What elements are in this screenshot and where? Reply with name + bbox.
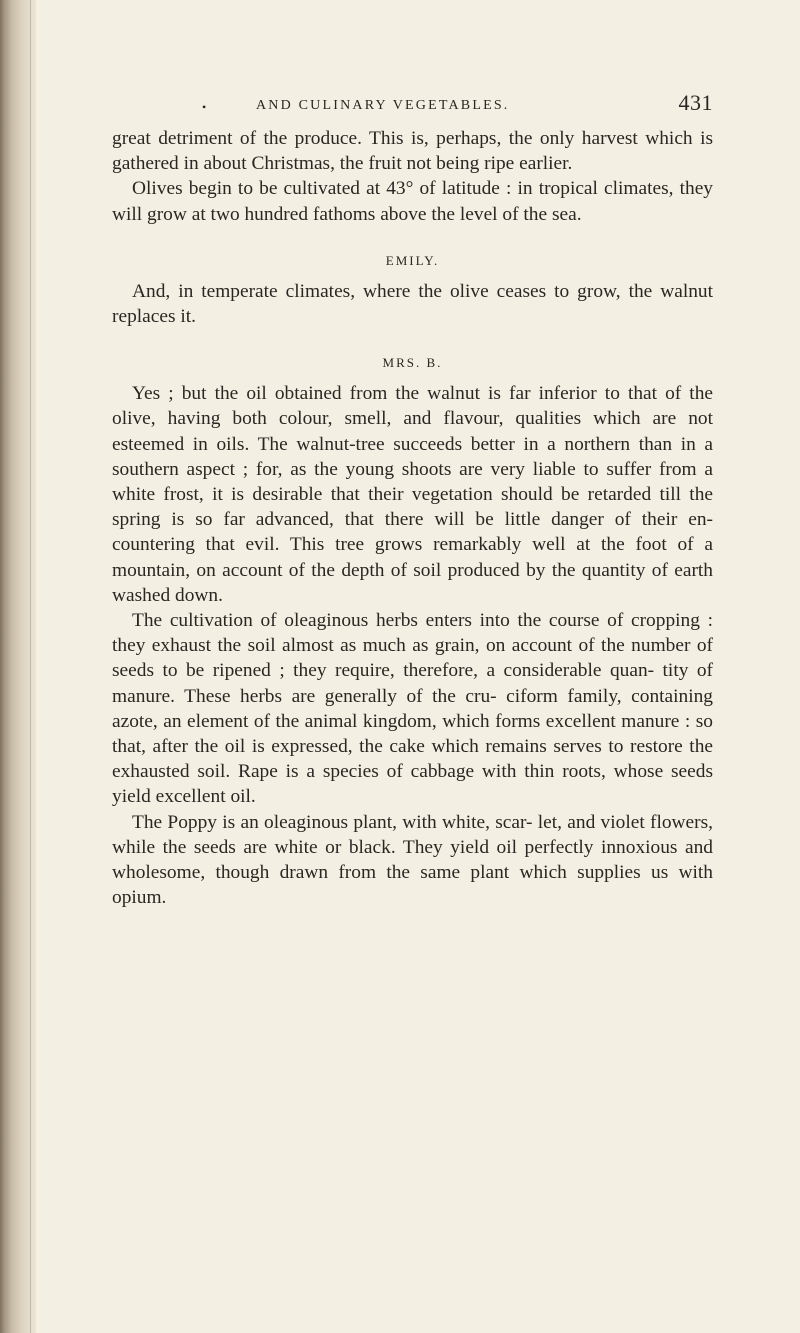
running-head-mark: • <box>202 100 209 114</box>
page-number: 431 <box>678 90 713 115</box>
paragraph-olives: Olives begin to be cultivated at 43° of latitude : in tropical climates, they will grow at two hundred fathoms above the level of the sea. <box>112 178 713 225</box>
paragraph-continued: great detriment of the produce. This is, perhaps, the only harvest which is gathered in about Christmas, the fruit not being ripe earlier. <box>112 128 713 175</box>
paragraph-emily: And, in temperate climates, where the olive ceases to grow, the walnut replaces it. <box>112 280 713 328</box>
book-page <box>112 90 713 910</box>
running-head <box>112 90 713 126</box>
paragraph-poppy: The Poppy is an oleaginous plant, with white, scar- let, and violet flowers, while the seeds are white or black. They yield oil perfectly innoxious and wholesome, though drawn from the same plant which supplies us with opium. <box>112 811 713 909</box>
paragraph-oleaginous-herbs: The cultivation of oleaginous herbs enters into the course of cropping : they exhaust the soil almost as much as grain, on account of the number of seeds to be ripened ; they require, therefore, a considerable quan- tity of manure. These herbs are generally of the cru- ciform family, containing azote, an element of the animal kingdom, which forms excellent manure : so that, after the oil is expressed, the cake which remains serves to restore the exhausted soil. Rape is a species of cabbage with thin roots, whose seeds yield excellent oil. <box>112 610 713 808</box>
speaker-emily: EMILY. <box>385 252 440 268</box>
paragraph-walnut: Yes ; but the oil obtained from the walnut is far inferior to that of the olive, having both colour, smell, and flavour, qualities which are not esteemed in oils. The walnut-tree succeeds better in a northern than in a southern aspect ; for, as the young shoots are very liable to suffer from a white frost, it is desirable that their vegetation should be retarded till the spring is so far advanced, that there will be little danger of their en- countering that evil. This tree grows remarkably well at the foot of a mountain, on account of the depth of soil produced by the quantity of earth washed down. <box>112 383 713 606</box>
running-head-title: AND CULINARY VEGETABLES. <box>256 98 510 113</box>
page-binding-edge <box>0 0 36 1333</box>
speaker-mrs-b: MRS. B. <box>382 355 443 371</box>
